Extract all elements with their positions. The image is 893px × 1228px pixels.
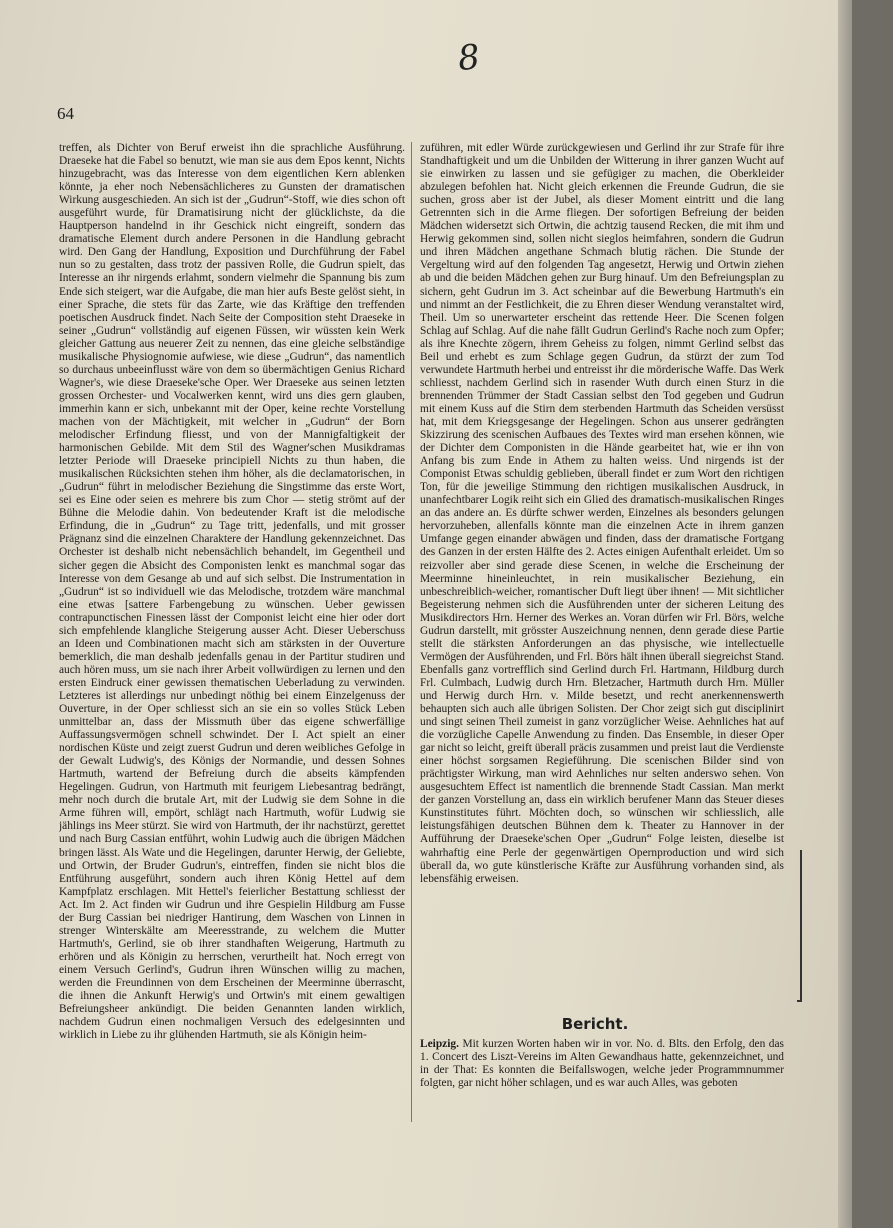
folio-mark: 8 — [455, 36, 482, 80]
left-column-text: treffen, als Dichter von Beruf erweist ihn die sprachliche Ausführung. Draeseke hat die Fabel so benutzt, wie man sie aus dem Epos kennt, Nichts hinzugebracht, was das Interesse von dem eigentlichen Kern ablenken könnte, ja eher noch Nebensächlicheres zu Gunsten der dramatischen Wirkung ausgeschieden. An sich ist der „Gudrun“-Stoff, wie dies schon oft ausgeführt wurde, für Dramatisirung nicht der glücklichste, da die Hauptperson handelnd in ihr Geschick nicht eingreift, sondern das dramatische Element durch andere Personen in die Handlung gebracht wird. Den Gang der Handlung, Exposition und Durchführung der Fabel nun so zu gestalten, dass trotz der passiven Rolle, die Gudrun spielt, das Interesse an ihr nirgends erlahmt, sondern vielmehr die Spannung bis zum Ende sich steigert, war die Aufgabe, die man hier aufs Beste gelöst sieht, in einer Sprache, die stets für das Zarte, wie das Kräftige den treffenden poetischen Ausdruck findet. Nach Seite der Composition steht Draeseke in seiner „Gudrun“ vollständig auf eigenen Füssen, wir wüssten kein Werk gleicher Gattung aus neuerer Zeit zu nennen, das eine gleiche selbständige musikalische Physiognomie aufwiese, wie diese „Gudrun“, das namentlich so durchaus unbeeinflusst wäre von dem so übermächtigen Genius Richard Wagner's, wie diese Draeseke'sche Oper. Wer Draeseke aus seinen letzten grossen Orchester- und Vocalwerken kennt, wird uns dies gern glauben, immerhin kann er sich, unbekannt mit der Oper, keine rechte Vorstellung machen von der Mächtigkeit, mit welcher in „Gudrun“ der Born melodischer Erfindung fliesst, und von der Mannigfaltigkeit der harmonischen Gebilde. Mit dem Stil des Wagner'schen Musikdramas letzter Periode will Draeseke principiell Nichts zu thun haben, die musikalischen Rücksichten stehen ihm höher, als die declamatorischen, in „Gudrun“ führt in melodischer Beziehung die Singstimme das erste Wort, sei es Eine oder seien es mehrere bis zum Chor — stetig strömt auf der Bühne die Melodie dahin. Von bedeutender Kraft ist die melodische Erfindung, die in „Gudrun“ zu Tage tritt, jedenfalls, und mit grosser Prägnanz sind die einzelnen Charaktere der Handlung gekennzeichnet. Das Orchester ist deshalb nicht nebensächlich behandelt, im Gegentheil und sicher gegen die Absicht des Componisten lenkt es manchmal sogar das Interesse von dem Gesange ab und auf sich selbst. Die Instrumentation in „Gudrun“ ist so individuell wie das Melodische, trotzdem wäre manchmal eine etwas [sattere Farbengebung zu wünschen. Ueber gewissen contrapunctischen Finessen lässt der Componist leicht eine hier oder dort sich empfehlende klangliche Steigerung ausser Acht. Dieser Ueberschuss an Ideen und Combinationen macht sich am stärksten in der Ouverture bemerklich, die man deshalb jedenfalls genau in der Partitur studiren und auch hören muss, um sie nach ihrer Arbeit vollwürdigen zu lernen und den ersten Eindruck einer gewissen thematischen Ueberladung zu verwinden. Letzteres ist allerdings nur unbedingt nöthig bei einem Einzelgenuss der Ouverture, in der Oper schliesst sich an sie ein so volles Stück Leben unmittelbar an, dass der Missmuth über das eigene schwerfällige Auffassungsvermögen schnell schwindet. Der I. Act spielt an einer nordischen Küste und zeigt zuerst Gudrun und deren weibliches Gefolge in der Gewalt Ludwig's, des Königs der Normandie, und dessen Sohnes Hartmuth, wartend der Befreiung durch die abseits kämpfenden Hegelingen. Gudrun, von Hartmuth mit feurigem Liebesantrag bedrängt, mehr noch durch die brutale Art, mit der Ludwig sie dem Sohne in die Arme führen will, empört, schlägt nach Hartmuth, wofür Ludwig sie jählings ins Meer stürzt. Sie wird von Hartmuth, der ihr nachstürzt, gerettet und nach Burg Cassian entführt, wohin Ludwig auch die übrigen Mädchen bringen lässt. Als Wate und die Hegelingen, darunter Herwig, der Geliebte, und Ortwin, der Bruder Gudrun's, eintreffen, finden sie nicht blos die Entführung ausgeführt, sondern auch ihren König Hettel auf dem Kampfplatz erschlagen. Mit Hettel's feierlicher Bestattung schliesst der Act. Im 2. Act finden wir Gudrun und ihre Gespielin Hildburg am Fusse der Burg Cassian bei niedriger Hantirung, dem Waschen von Linnen in strenger Winterskälte am Meeresstrande, zu welchem die Mutter Hartmuth's, Gerlind, sie ob ihrer standhaften Weigerung, Hartmuth zu erhören und als Königin zu herrschen, verurtheilt hat. Noch erregt von einem Versuch Gerlind's, Gudrun ihren Wünschen willig zu machen, werden die Freundinnen von dem Erscheinen der Meerminne überrascht, die ihnen die Ankunft Herwig's und Ortwin's mit einem gewaltigen Befreiungsheer ankündigt. Die beiden Genannten landen wirklich, nachdem Gudrun einen nochmaligen Versuch des edelgesinnten und wirklich in Liebe zu ihr glühenden Hartmuth, sie als Königin heim- — [59, 142, 405, 1042]
page-edge — [838, 0, 852, 1228]
page-number: 64 — [57, 104, 74, 123]
scan-background — [852, 0, 893, 1228]
right-column-text: zuführen, mit edler Würde zurückgewiesen und Gerlind ihr zur Strafe für ihre Standhaftigkeit und um die Unbilden der Witterung in ihrer ganzen Wucht auf sie einwirken zu lassen und sie gefügiger zu machen, die Oberkleider abzulegen befohlen hat. Nicht gleich erkennen die Freunde Gudrun, die sie suchen, gross aber ist der Jubel, als dieser Moment eintritt und die lang Getrennten sich in die Arme fliegen. Der sofortigen Befreiung der beiden Mädchen widersetzt sich Ortwin, die achtzig tausend Recken, die mit ihm und Herwig gekommen sind, sollen nicht sieglos heimfahren, sondern die Gudrun und ihren Mädchen angethane Schmach blutig rächen. Die Stunde der Vergeltung wird auf den folgenden Tag angesetzt, Herwig und Ortwin ziehen ab und die beiden Mädchen gehen zur Burg hinauf. Um den Befreiungsplan zu sichern, geht Gudrun im 3. Act scheinbar auf die Bewerbung Hartmuth's ein und nimmt an der Festlichkeit, die zu Ehren dieser Wendung veranstaltet wird, Theil. Um so unerwarteter erscheint das rettende Heer. Die Scenen folgen Schlag auf Schlag. Auf die nahe fällt Gudrun Gerlind's Rache noch zum Opfer; als ihre Knechte zögern, ihrem Geheiss zu folgen, nimmt Gerlind selbst das Beil und erhebt es zum Schlage gegen Gudrun, da stürzt der zum Tod verwundete Hartmuth herbei und entreisst ihr die mörderische Waffe. Das Werk schliesst, nachdem Gerlind sich in rasender Wuth durch einen Sturz in die brennenden Trümmer der Stadt Cassian selbst den Tod gegeben und Gudrun mit einem Kuss auf die Stirn dem sterbenden Hartmuth das Scheiden versüsst hat, mit dem Kriegsgesange der Hegelingen. Schon aus unserer gedrängten Skizzirung des scenischen Aufbaues des Textes wird man ersehen können, wie der Dichter dem Componisten in die Hände gearbeitet hat, wie er ihn von Anfang bis zum Ende in Athem zu halten weiss. Und nirgends ist der Componist Etwas schuldig geblieben, überall findet er zum Wort den richtigen Ton, für die jeweilige Stimmung den richtigen musikalischen Ausdruck, in unanfechtbarer Logik reiht sich ein Glied des dramatisch-musikalischen Ringes an das andere an. Es dürfte schwer werden, Einzelnes als besonders gelungen hervorzuheben, allenfalls könnte man die einzelnen Acte in ihrem ganzen Umfange gegen einander abwägen und finden, dass der dramatische Fortgang des Ganzen in der ersten Hälfte des 2. Actes einigen Aufenthalt erleidet. Um so reizvoller aber sind gerade diese Scenen, in welche die Erscheinung der Meerminne hineinleuchtet, in rein musikalischer Beziehung, ein unbeschreiblich-weicher, romantischer Duft liegt über ihnen! — Mit sichtlicher Begeisterung nehmen sich die Ausführenden unter der sicheren Leitung des Musikdirectors Hrn. Herner des Werkes an. Voran dürfen wir Frl. Börs, welche Gudrun darstellt, mit grösster Auszeichnung nennen, denn gerade diese Partie stellt die stärksten Anforderungen an das physische, wie intellectuelle Vermögen der Ausführenden, und Frl. Börs hält ihnen überall siegreichst Stand. Ebenfalls ganz vortrefflich sind Gerlind durch Frl. Hartmann, Hildburg durch Frl. Culmbach, Ludwig durch Hrn. Bletzacher, Hartmuth durch Hrn. Müller und Herwig durch Hrn. v. Milde besetzt, und recht anerkennenswerth behaupten sich auch alle übrigen Solisten. Der Chor zeigt sich gut disciplinirt und singt seinen Theil zumeist in ganz vorzüglicher Weise. Aehnliches hat auf die vorzügliche Capelle Anwendung zu finden. Das Ensemble, in dieser Oper gar nicht so leicht, greift überall präcis zusammen und preist laut die Verdienste einer höchst sorgsamen Regieführung. Die scenischen Bilder sind von prächtigster Wirkung, man wird Aehnliches nur selten anderswo sehen. Von ausgesuchtem Effect ist namentlich die brennende Stadt Cassian. Man merkt der ganzen Vorstellung an, dass ein wirklich berufener Mann das Steuer dieses Kunstinstitutes führt. Möchten doch, so wünschen wir schliesslich, alle leistungsfähigen deutschen Bühnen dem k. Theater zu Hannover in der Aufführung der Draeseke'schen Oper „Gudrun“ Folge leisten, dieselbe ist wahrhaftig eine Perle der gegenwärtigen Opernproduction und wird sich überall da, wo gute künstlerische Kräfte zur Ausführung vorhanden sind, als lebensfähig erweisen. — [420, 142, 784, 885]
column-divider — [411, 142, 412, 1122]
bericht-body: Mit kurzen Worten haben wir in vor. No. d. Blts. den Erfolg, den das 1. Concert des Liszt-Vereins im Alten Gewandhaus hatte, gekennzeichnet, und in der That: Es konnten die Beifallswogen, welche jeder Programmnummer folgten, gar nicht höher schlagen, und es war auch Alles, was geboten — [420, 1038, 784, 1090]
bericht-paragraph — [420, 1038, 784, 1090]
right-column — [420, 142, 784, 1004]
article-end-rule — [797, 850, 802, 1002]
section-heading: Bericht. — [561, 1015, 629, 1033]
left-column — [59, 142, 405, 1118]
bericht-place: Leipzig. — [420, 1038, 459, 1050]
